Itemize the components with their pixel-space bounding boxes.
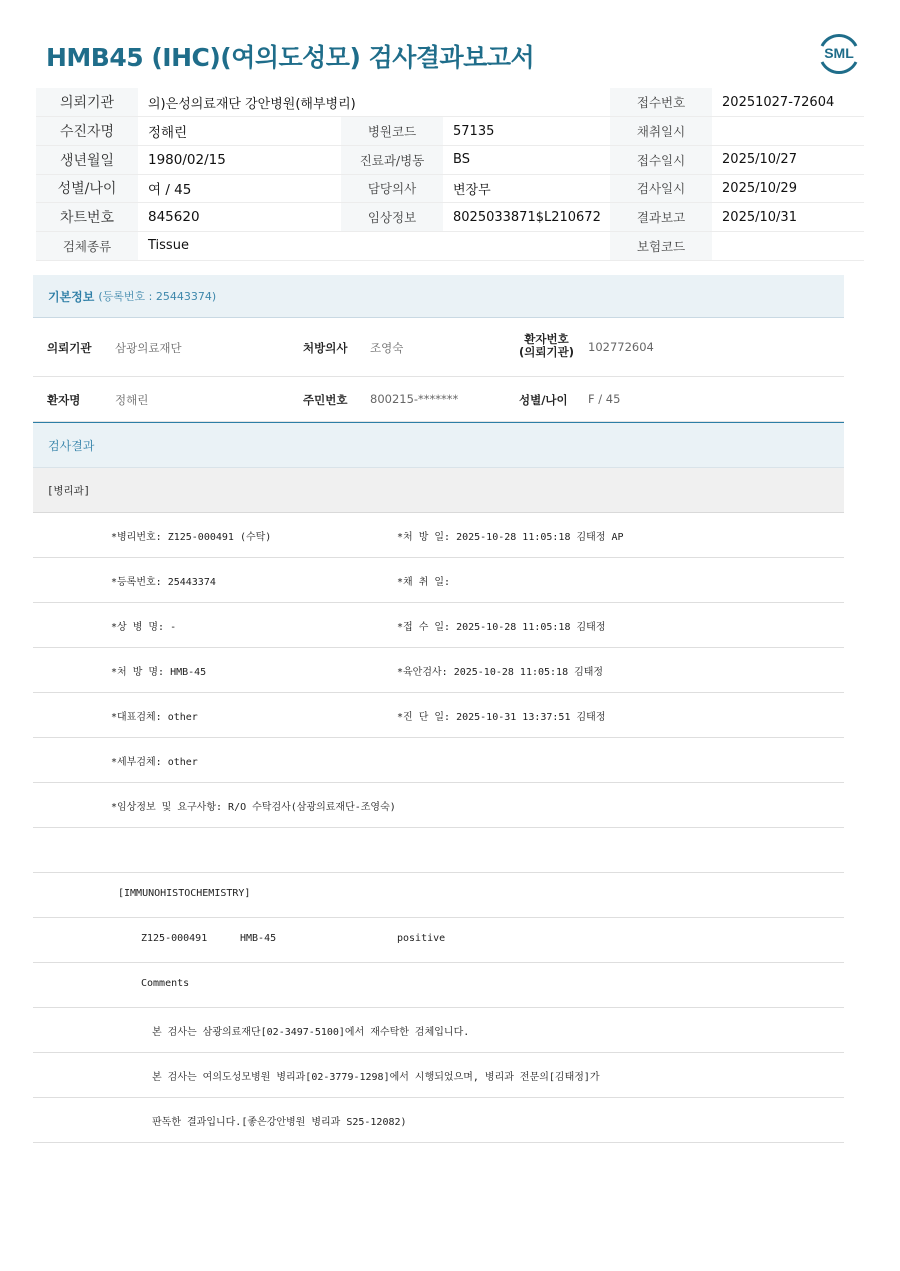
header-row-patient: [36, 117, 864, 146]
label-result-report: 결과보고: [610, 203, 712, 232]
value-test-date: 2025/10/29: [712, 174, 864, 203]
results-title: 검사결과: [48, 438, 95, 453]
result-left-field: *세부검체: other: [111, 757, 198, 768]
ihc-pathology-no: Z125-000491: [141, 933, 208, 944]
logo-text: SML: [824, 45, 854, 61]
result-row: [33, 558, 844, 603]
comment-text: 판독한 결과입니다.[좋은강안병원 병리과 S25-12082): [152, 1117, 407, 1128]
label-insurance-code: 보험코드: [610, 231, 712, 260]
value-department: BS: [443, 145, 602, 174]
value-specimen-type: Tissue: [138, 231, 602, 260]
value-resident-no: 800215-*******: [370, 392, 459, 406]
result-row: [33, 783, 844, 828]
value-patient-number: 102772604: [588, 340, 654, 354]
value-chart-no: 845620: [138, 203, 341, 232]
label-department: 진료과/병동: [341, 145, 443, 174]
label-referring-institution: 의뢰기관: [36, 88, 138, 117]
result-left-field: *등록번호: 25443374: [111, 577, 216, 588]
value-sex-age: 여 / 45: [138, 174, 341, 203]
comments-label: Comments: [141, 978, 190, 989]
blank-row: [33, 828, 844, 873]
label-doctor: 담당의사: [341, 174, 443, 203]
comment-text: 본 검사는 삼광의료재단[02-3497-5100]에서 재수탁한 검체입니다.: [152, 1027, 470, 1038]
value-hospital-code: 57135: [443, 117, 602, 146]
result-left-field: *처 방 명: HMB-45: [111, 667, 207, 678]
result-left-field: *임상정보 및 요구사항: R/O 수탁검사(삼광의료재단-조영숙): [111, 802, 396, 813]
ihc-title-row: [33, 873, 844, 918]
comment-line: [33, 1053, 844, 1098]
result-row: [33, 738, 844, 783]
label-sex-age: 성별/나이: [36, 174, 138, 203]
basic-info-row-2: [33, 377, 844, 422]
report-title: HMB45 (IHC)(여의도성모) 검사결과보고서: [46, 43, 535, 72]
result-right-field: *처 방 일: 2025-10-28 11:05:18 김태정 AP: [397, 532, 624, 543]
label-receipt-date: 접수일시: [610, 145, 712, 174]
value-doctor: 변장무: [443, 174, 602, 203]
label-test-date: 검사일시: [610, 174, 712, 203]
header-row-referrer: [36, 88, 864, 117]
ihc-result-value: positive: [397, 933, 446, 944]
label-birth-date: 생년월일: [36, 145, 138, 174]
result-row: [33, 513, 844, 558]
label-patient-number-line1: 환자번호: [524, 332, 569, 346]
value-patient: 정해린: [115, 393, 149, 407]
result-row: [33, 603, 844, 648]
label-receipt-no: 접수번호: [610, 88, 712, 117]
result-row: [33, 648, 844, 693]
result-left-field: *상 병 명: -: [111, 622, 177, 633]
label-patient-number-line2: (의뢰기관): [519, 345, 574, 359]
label-patient-name: 수진자명: [36, 117, 138, 146]
label-hospital-code: 병원코드: [341, 117, 443, 146]
value-birth-date: 1980/02/15: [138, 145, 341, 174]
label-institution: 의뢰기관: [47, 341, 92, 355]
label-patient: 환자명: [47, 393, 81, 407]
ihc-test-name: HMB-45: [240, 933, 277, 944]
result-right-field: *진 단 일: 2025-10-31 13:37:51 김태정: [397, 712, 606, 723]
label-clinical-info: 임상정보: [341, 203, 443, 232]
basic-info-title: 기본정보: [48, 289, 95, 304]
label-chart-no: 차트번호: [36, 203, 138, 232]
result-right-field: *채 취 일:: [397, 577, 451, 588]
label-sex-age-info: 성별/나이: [519, 393, 568, 407]
header-row-specimen: [36, 231, 864, 260]
comment-line: [33, 1098, 844, 1143]
result-row: [33, 693, 844, 738]
patient-header-table: [36, 88, 864, 261]
ihc-result-row: [33, 918, 844, 963]
comment-line: [33, 1008, 844, 1053]
value-patient-name: 정해린: [138, 117, 341, 146]
sml-logo: [816, 30, 862, 76]
header-row-birth: [36, 145, 864, 174]
value-collection-date: [712, 117, 864, 146]
label-prescriber: 처방의사: [303, 341, 348, 355]
basic-info-header: [33, 275, 844, 318]
value-insurance-code: [712, 231, 864, 260]
value-receipt-date: 2025/10/27: [712, 145, 864, 174]
value-sex-age-info: F / 45: [588, 392, 621, 406]
label-resident-no: 주민번호: [303, 393, 348, 407]
result-right-field: *접 수 일: 2025-10-28 11:05:18 김태정: [397, 622, 606, 633]
label-collection-date: 채취일시: [610, 117, 712, 146]
label-specimen-type: 검체종류: [36, 231, 138, 260]
basic-info-row-1: [33, 318, 844, 377]
ihc-title: [IMMUNOHISTOCHEMISTRY]: [118, 888, 251, 899]
value-prescriber: 조영숙: [370, 341, 404, 355]
department-bar: [병리과]: [33, 468, 844, 513]
label-patient-number: [519, 333, 574, 359]
results-header: [33, 422, 844, 468]
result-left-field: *대표검체: other: [111, 712, 198, 723]
value-result-report: 2025/10/31: [712, 203, 864, 232]
header-row-chart: [36, 203, 864, 232]
comments-label-row: [33, 963, 844, 1008]
result-right-field: *육안검사: 2025-10-28 11:05:18 김태정: [397, 667, 604, 678]
value-receipt-no: 20251027-72604: [712, 88, 864, 117]
value-institution: 삼광의료재단: [115, 341, 182, 355]
header-row-sex-age: [36, 174, 864, 203]
comment-text: 본 검사는 여의도성모병원 병리과[02-3779-1298]에서 시행되었으며, 병리과 전문의[김태정]가: [152, 1072, 600, 1083]
result-left-field: *병리번호: Z125-000491 (수탁): [111, 532, 272, 543]
value-clinical-info: 8025033871$L210672: [443, 203, 602, 232]
value-referring-institution: 의)은성의료재단 강안병원(해부병리): [138, 88, 602, 117]
basic-info-reg-no: (등록번호 : 25443374): [98, 290, 217, 303]
